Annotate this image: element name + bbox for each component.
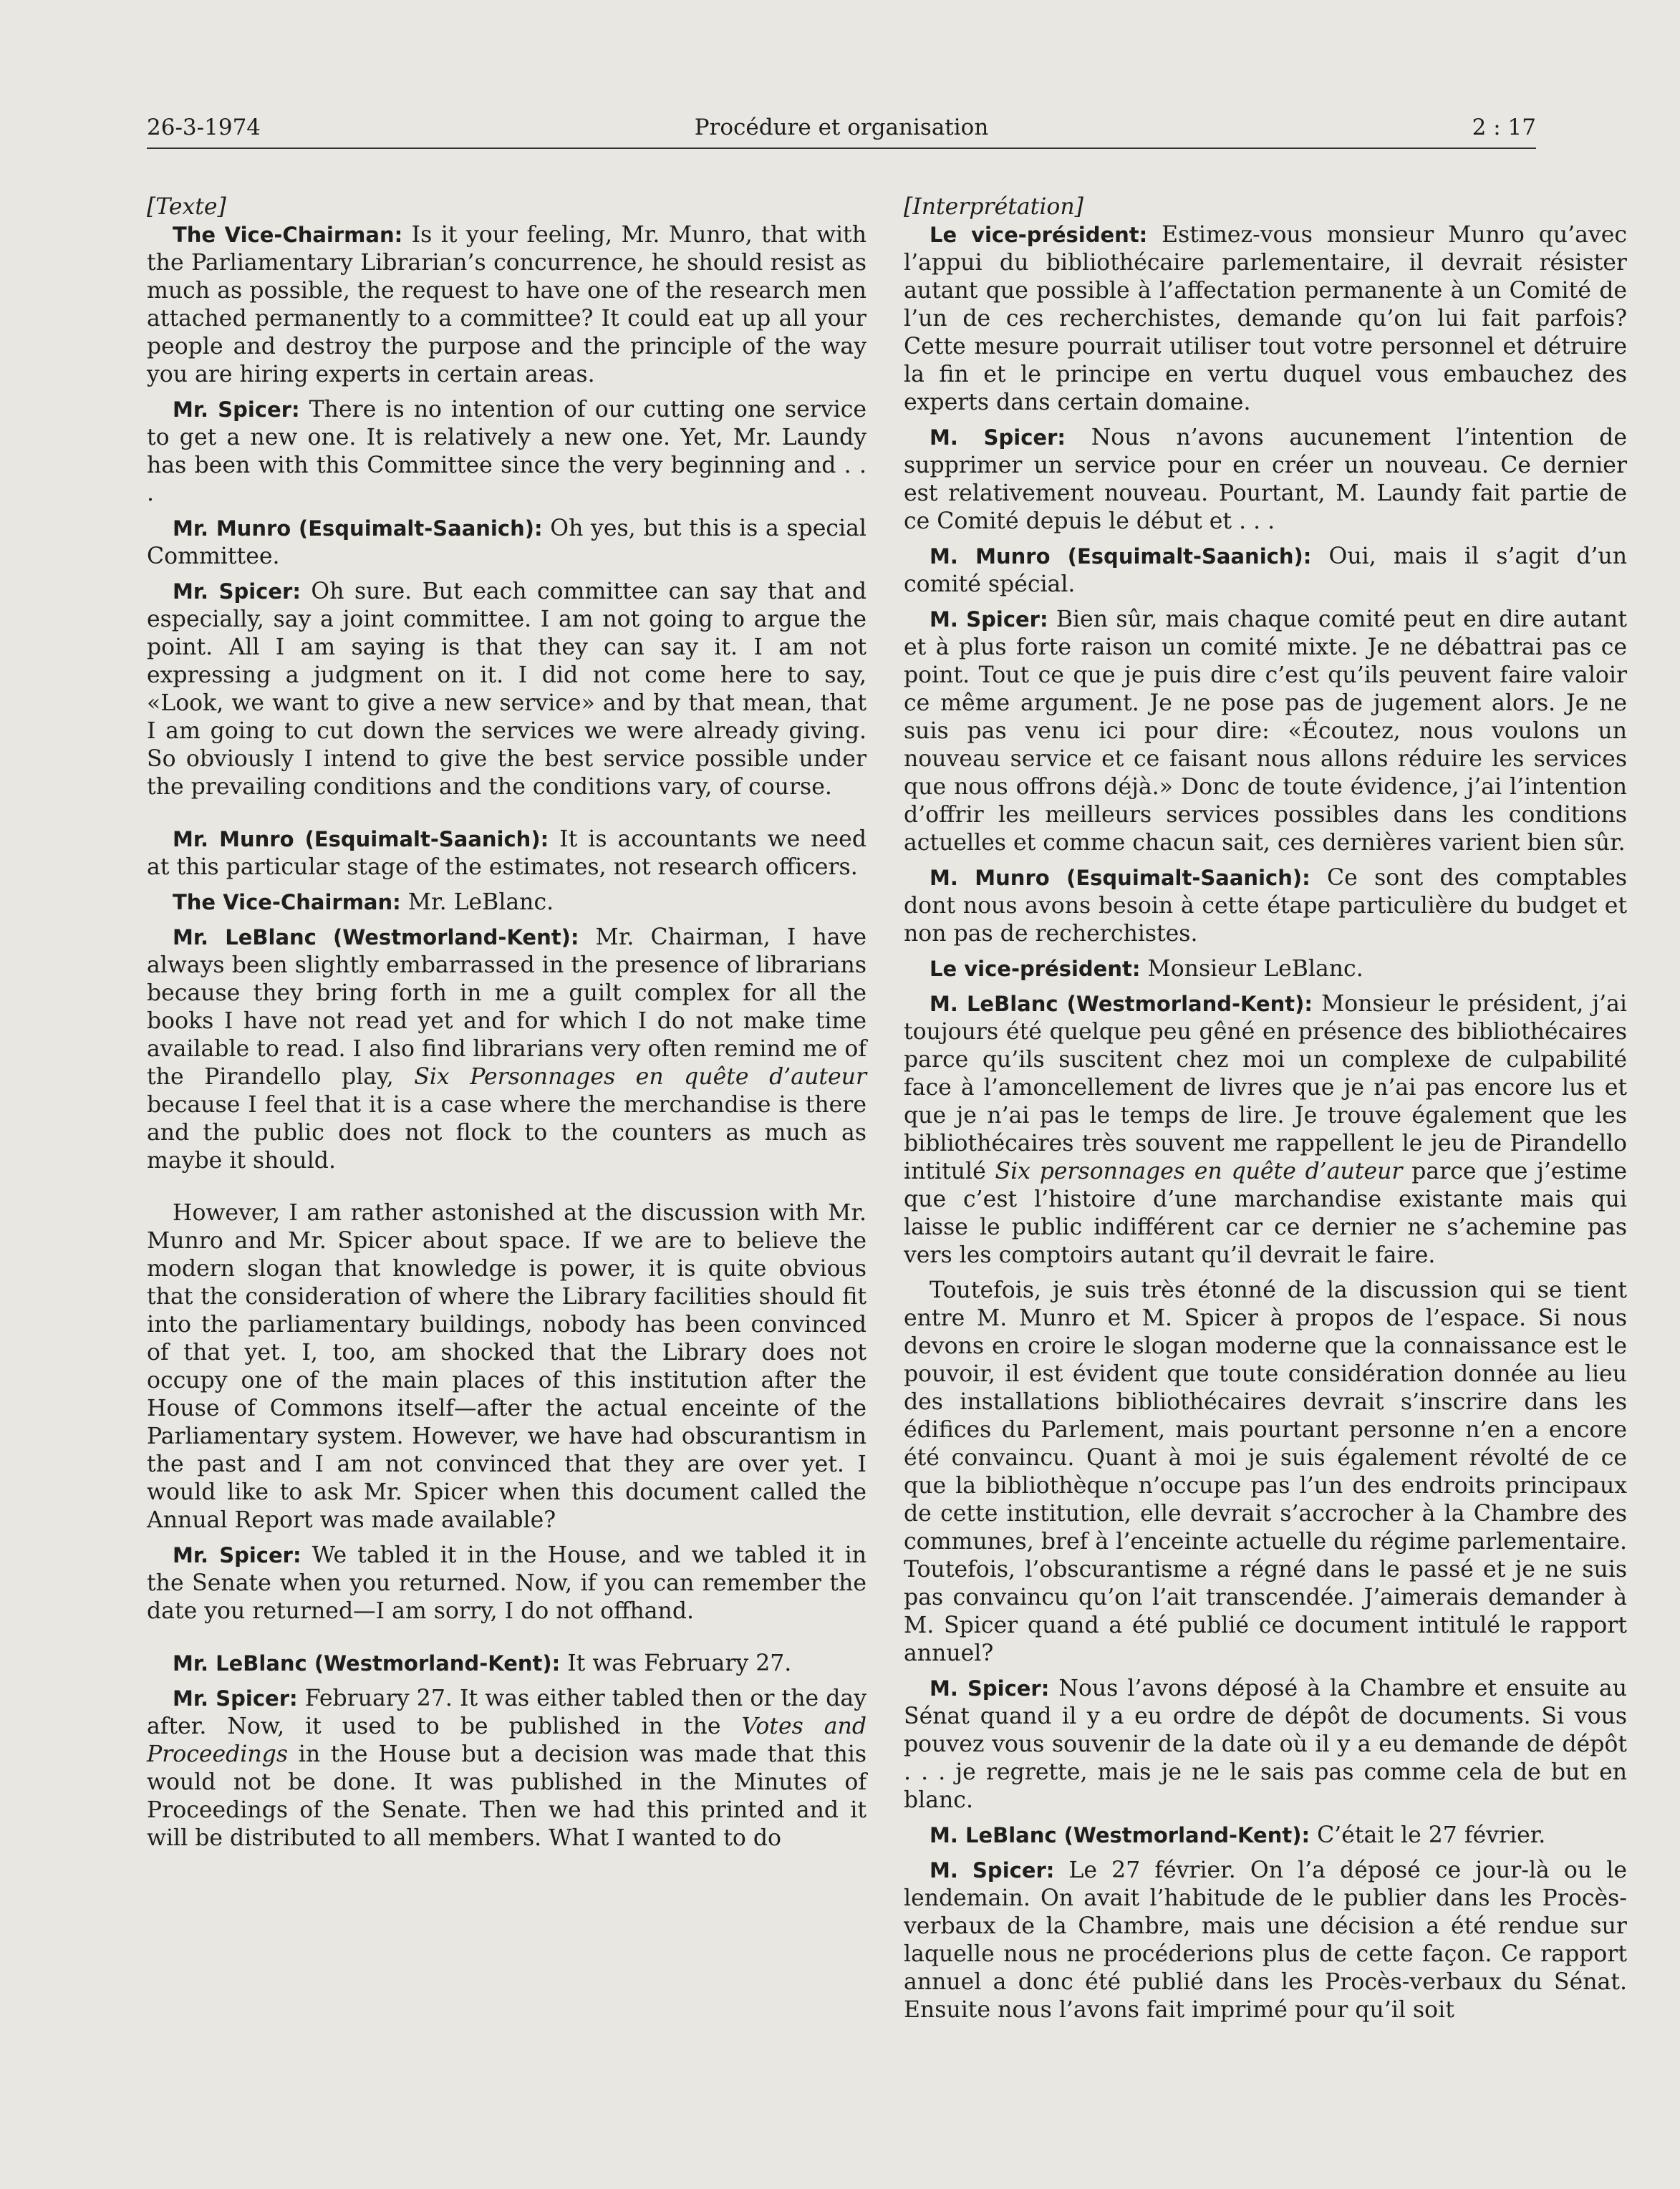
paragraph (147, 396, 866, 508)
paragraph (904, 1857, 1627, 2024)
paragraph (904, 990, 1627, 1270)
paragraph (904, 543, 1627, 599)
speaker: M. Spicer: (930, 425, 1066, 450)
header-date: 26-3-1974 (147, 115, 261, 140)
header-page-number: 2 : 17 (1472, 115, 1536, 140)
speech: It was February 27. (560, 1651, 792, 1676)
section-label: [Interprétation] (904, 194, 1083, 220)
speaker: Le vice-président: (930, 223, 1148, 247)
speaker: M. Munro (Esquimalt-Saanich): (930, 866, 1310, 890)
speech: Monsieur le président, j’ai toujours été quelque peu gêné en présence des bibliothécaires parce qu’ils suscitent chez moi un complexe de culpabilité face à l’amoncellement de livres que je n’ai pas encore lus et que je n’ai pas le temps de lire. Je trouve également que les bibliothécaires très souvent me rappellent le jeu de Pirandello intitulé (904, 991, 1627, 1184)
paragraph (147, 826, 866, 881)
speaker: Mr. Spicer: (173, 1543, 301, 1567)
speech: Oui, mais il s’agit d’un comité spécial. (904, 543, 1627, 597)
speaker: Mr. Munro (Esquimalt-Saanich): (173, 827, 549, 851)
speech: parce que j’estime que c’est l’histoire d’une marchandise existante mais qui laisse le public indifférent car ce dernier ne s’achemine pas vers les comptoirs autant qu’il devrait le faire. (904, 1159, 1627, 1268)
paragraph (147, 515, 866, 571)
french-column (904, 193, 1627, 2031)
paragraph (147, 924, 866, 1175)
paragraph (147, 1199, 866, 1535)
speaker: Le vice-président: (930, 957, 1141, 981)
paragraph (147, 1650, 866, 1678)
speech: Monsieur LeBlanc. (1140, 956, 1363, 982)
speech: Oh sure. But each committee can say that and especially, say a joint committee. I am not going to argue the point. All I am saying is that they can say it. I am not expressing a judgment on it. I did not come here to say, «Look, we want to give a new service» and by that mean, that I am going to cut down the services we were already giving. So obviously I intend to give the best service possible under the prevailing conditions and the conditions vary, of course. (147, 579, 866, 800)
speaker: M. LeBlanc (Westmorland-Kent): (930, 1823, 1310, 1847)
speech: in the House but a decision was made that this would not be done. It was published in the Minutes of Proceedings of the Senate. Then we had this printed and it will be distributed to all members. What I wanted to do (147, 1741, 866, 1851)
speech: C’était le 27 février. (1310, 1822, 1546, 1848)
speech: There is no intention of our cutting one service to get a new one. It is relatively a new one. Yet, Mr. Laundy has been with this Committee since the very beginning and . . . (147, 397, 866, 506)
paragraph (147, 221, 866, 389)
play-title: Six Personnages en quête d’auteur (414, 1064, 866, 1090)
publication-title: Votes and Proceedings (147, 1714, 866, 1767)
speech: Ce sont des comptables dont nous avons besoin à cette étape particulière du budget et non pas de recherchistes. (904, 865, 1627, 947)
speaker: The Vice-Chairman: (173, 223, 403, 247)
speech: Mr. Chairman, I have always been slightly embarrassed in the presence of librarians because they bring forth in me a guilt complex for all the books I have not read yet and for which I do not make time available to read. I also find librarians very often remind me of the Pirandello play, (147, 924, 866, 1090)
paragraph (147, 1542, 866, 1625)
speech: Bien sûr, mais chaque comité peut en dire autant et à plus forte raison un comité mixte. Je ne débattrai pas ce point. Tout ce que je puis dire c’est qu’ils peuvent faire valoir ce même argument. Je ne pose pas de jugement alors. Je ne suis pas venu ici pour dire: «Écoutez, nous voulons un nouveau service et ce faisant nous allons réduire les services que nous offrons déjà.» Donc de toute évidence, j’ai l’intention d’offrir les meilleurs services possibles dans les conditions actuelles et comme chacun sait, ces dernières varient bien sûr. (904, 607, 1627, 856)
play-title: Six personnages en quête d’auteur (995, 1159, 1403, 1184)
speech: Estimez-vous monsieur Munro qu’avec l’appui du bibliothécaire parlementaire, il devrait résister autant que possible à l’affectation permanente à un Comité de l’un de ces recherchistes, demande qu’on lui fait parfois? Cette mesure pourrait utiliser tout votre personnel et détruire la fin et le principe en vertu duquel vous embauchez des experts dans certain domaine. (904, 222, 1627, 415)
speech: Le 27 février. On l’a déposé ce jour-là ou le lendemain. On avait l’habitude de le publier dans les Procès-verbaux de la Chambre, mais une décision a été rendue sur laquelle nous ne procéderions plus de cette façon. Ce rapport annuel a donc été publié dans les Procès-verbaux du Sénat. Ensuite nous l’avons fait imprimé pour qu’il soit (904, 1857, 1627, 2023)
speech: Toutefois, je suis très étonné de la discussion qui se tient entre M. Munro et M. Spicer à propos de l’espace. Si nous devons en croire le slogan moderne que la connaissance est le pouvoir, il est évident que toute considération donnée au lieu des installations bibliothécaires devrait s’inscrire dans les édifices du Parlement, mais pourtant personne n’en a encore été convaincu. Quant à moi je suis également révolté de ce que la bibliothèque n’occupe pas l’un des endroits principaux de cette institution, elle devrait s’accrocher à la Chambre des communes, bref à l’enceinte actuelle du régime parlementaire. Toutefois, l’obscurantisme a régné dans le passé et je ne suis pas convaincu qu’on l’ait transcendée. J’aimerais demander à M. Spicer quand a été publié ce document intitulé le rapport annuel? (904, 1277, 1627, 1666)
paragraph (147, 889, 866, 917)
section-label: [Texte] (147, 194, 226, 220)
paragraph (147, 1685, 866, 1852)
english-column (147, 193, 866, 1860)
speaker: Mr. Munro (Esquimalt-Saanich): (173, 516, 543, 541)
speaker: M. Spicer: (930, 1676, 1050, 1701)
speaker: The Vice-Chairman: (173, 890, 401, 914)
speaker: M. Spicer: (930, 1858, 1055, 1883)
paragraph (904, 1822, 1627, 1850)
paragraph (904, 606, 1627, 857)
paragraph (904, 424, 1627, 536)
speech: because I feel that it is a case where the merchandise is there and the public does not flock to the counters as much as maybe it should. (147, 1092, 866, 1174)
speech: We tabled it in the House, and we tabled it in the Senate when you returned. Now, if you can remember the date you returned—I am sorry, I do not offhand. (147, 1542, 867, 1624)
speech: Mr. LeBlanc. (400, 889, 554, 915)
speaker: M. LeBlanc (Westmorland-Kent): (930, 992, 1313, 1016)
paragraph (904, 864, 1627, 948)
speaker: Mr. Spicer: (173, 579, 301, 604)
speech: It is accountants we need at this particular stage of the estimates, not research officers. (147, 826, 866, 880)
page-header (147, 113, 1536, 149)
speaker: Mr. LeBlanc (Westmorland-Kent): (173, 925, 579, 949)
speaker: Mr. Spicer: (173, 1686, 298, 1711)
paragraph (904, 955, 1627, 983)
speaker: Mr. Spicer: (173, 397, 300, 422)
paragraph (147, 578, 866, 801)
paragraph (904, 221, 1627, 417)
speech: Nous l’avons déposé à la Chambre et ensuite au Sénat quand il y a eu ordre de dépôt de documents. Si vous pouvez vous souvenir de la date où il y a eu demande de dépôt . . . je regrette, mais je ne le sais pas comme cela de but en blanc. (904, 1676, 1627, 1813)
speech: Oh yes, but this is a special Committee. (147, 516, 866, 569)
speaker: Mr. LeBlanc (Westmorland-Kent): (173, 1651, 561, 1676)
speech: However, I am rather astonished at the discussion with Mr. Munro and Mr. Spicer about space. If we are to believe the modern slogan that knowledge is power, it is quite obvious that the consideration of where the Library facilities should fit into the parliamentary buildings, nobody has been convinced of that yet. I, too, am shocked that the Library does not occupy one of the main places of this institution after the House of Commons itself—after the actual enceinte of the Parliamentary system. However, we have had obscurantism in the past and I am not convinced that they are over yet. I would like to ask Mr. Spicer when this document called the Annual Report was made available? (147, 1200, 866, 1533)
speaker: M. Munro (Esquimalt-Saanich): (930, 544, 1312, 569)
header-title: Procédure et organisation (694, 115, 989, 140)
paragraph (904, 1675, 1627, 1814)
speech: Is it your feeling, Mr. Munro, that with the Parliamentary Librarian’s concurrence, he should resist as much as possible, the request to have one of the research men attached permanently to a committee? It could eat up all your people and destroy the purpose and the principle of the way you are hiring experts in certain areas. (147, 222, 866, 387)
paragraph (904, 1277, 1627, 1668)
speaker: M. Spicer: (930, 607, 1048, 632)
speech: Nous n’avons aucunement l’intention de supprimer un service pour en créer un nouveau. Ce dernier est relativement nouveau. Pourtant, M. Laundy fait partie de ce Comité depuis le début et . . . (904, 425, 1627, 534)
speech: February 27. It was either tabled then or the day after. Now, it used to be published in the (147, 1686, 866, 1739)
